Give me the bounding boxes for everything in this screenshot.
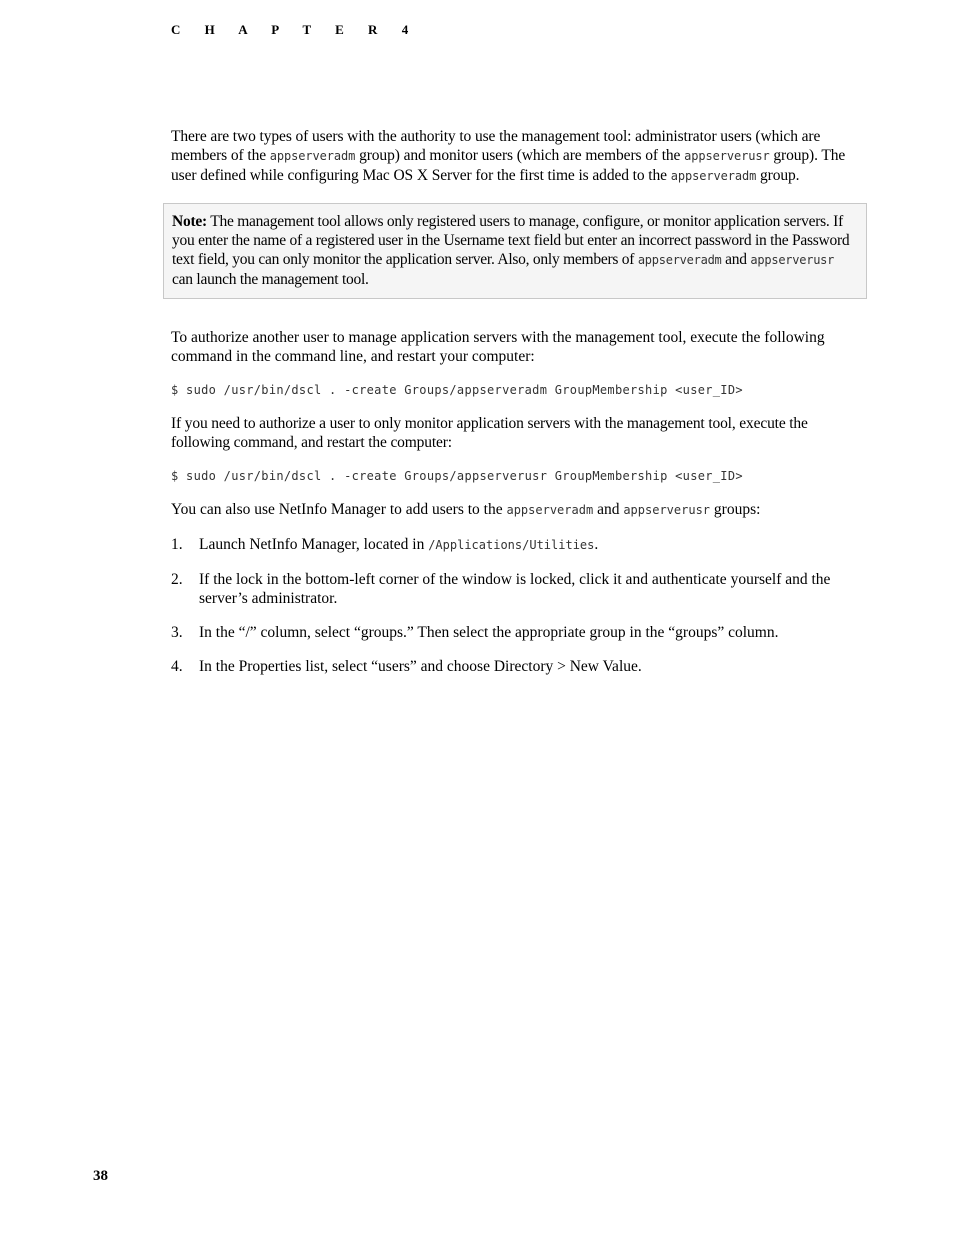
authorize-admin-paragraph: To authorize another user to manage application servers with the management tool, execute the following command in the command line, and restart your computer: [171,329,825,365]
netinfo-text-3: groups: [710,501,761,518]
step-number: 2. [171,571,183,588]
code-appserveradm: appserveradm [506,503,594,517]
note-box [163,203,867,299]
list-item [171,535,861,555]
step-number: 4. [171,658,183,675]
step-number: 3. [171,624,183,641]
note-label: Note: [172,213,207,230]
netinfo-text-1: You can also use NetInfo Manager to add users to the [171,501,507,518]
code-appserveradm: appserveradm [637,253,722,267]
code-appserverusr: appserverusr [623,503,711,517]
list-item [171,623,861,642]
netinfo-text-2: and [593,501,624,518]
step-number: 1. [171,536,183,553]
step-text: Launch NetInfo Manager, located in [199,536,429,553]
step-text: In the “/” column, select “groups.” Then select the appropriate group in the “groups” column. [199,624,779,641]
intro-paragraph [171,127,861,186]
admin-command: $ sudo /usr/bin/dscl . -create Groups/appserveradm GroupMembership <user_ID> [171,383,743,397]
code-appserverusr: appserverusr [750,253,835,267]
step-text-end: . [594,536,599,553]
intro-text-3: group). The user defined while configuring Mac OS X Server for the first time is added to the [171,147,846,184]
step-text: In the Properties list, select “users” and choose Directory > New Value. [199,658,642,675]
code-appserverusr: appserverusr [684,149,770,163]
code-appserveradm: appserveradm [269,149,356,163]
chapter-header: C H A P T E R 4 [171,22,419,37]
page-number: 38 [93,1168,108,1184]
authorize-monitor-paragraph: If you need to authorize a user to only monitor application servers with the management tool, execute the following command, and restart the computer: [171,415,808,451]
monitor-command: $ sudo /usr/bin/dscl . -create Groups/appserverusr GroupMembership <user_ID> [171,469,743,483]
step-text: If the lock in the bottom-left corner of the window is locked, click it and authenticate yourself and the server’s administrator. [199,571,831,607]
list-item [171,657,861,676]
code-applications-utilities: /Applications/Utilities [428,538,595,552]
code-appserveradm: appserveradm [670,169,757,183]
intro-text-2: group) and monitor users (which are members of the [355,147,685,164]
note-text-2: and [721,251,751,268]
list-item [171,570,861,608]
intro-text-1: There are two types of users with the authority to use the management tool: administrator users (which are members of the [171,128,821,164]
intro-text-4: group. [756,167,800,184]
netinfo-paragraph [171,500,861,520]
note-text-1: The management tool allows only registered users to manage, configure, or monitor application servers. If you enter the name of a registered user in the Username text field but enter an incorrect password in the Password text field, you can only monitor the application server. Also, only members of [172,213,850,268]
note-text-3: can launch the management tool. [172,271,369,288]
page-content [171,127,861,691]
steps-list [171,535,861,676]
